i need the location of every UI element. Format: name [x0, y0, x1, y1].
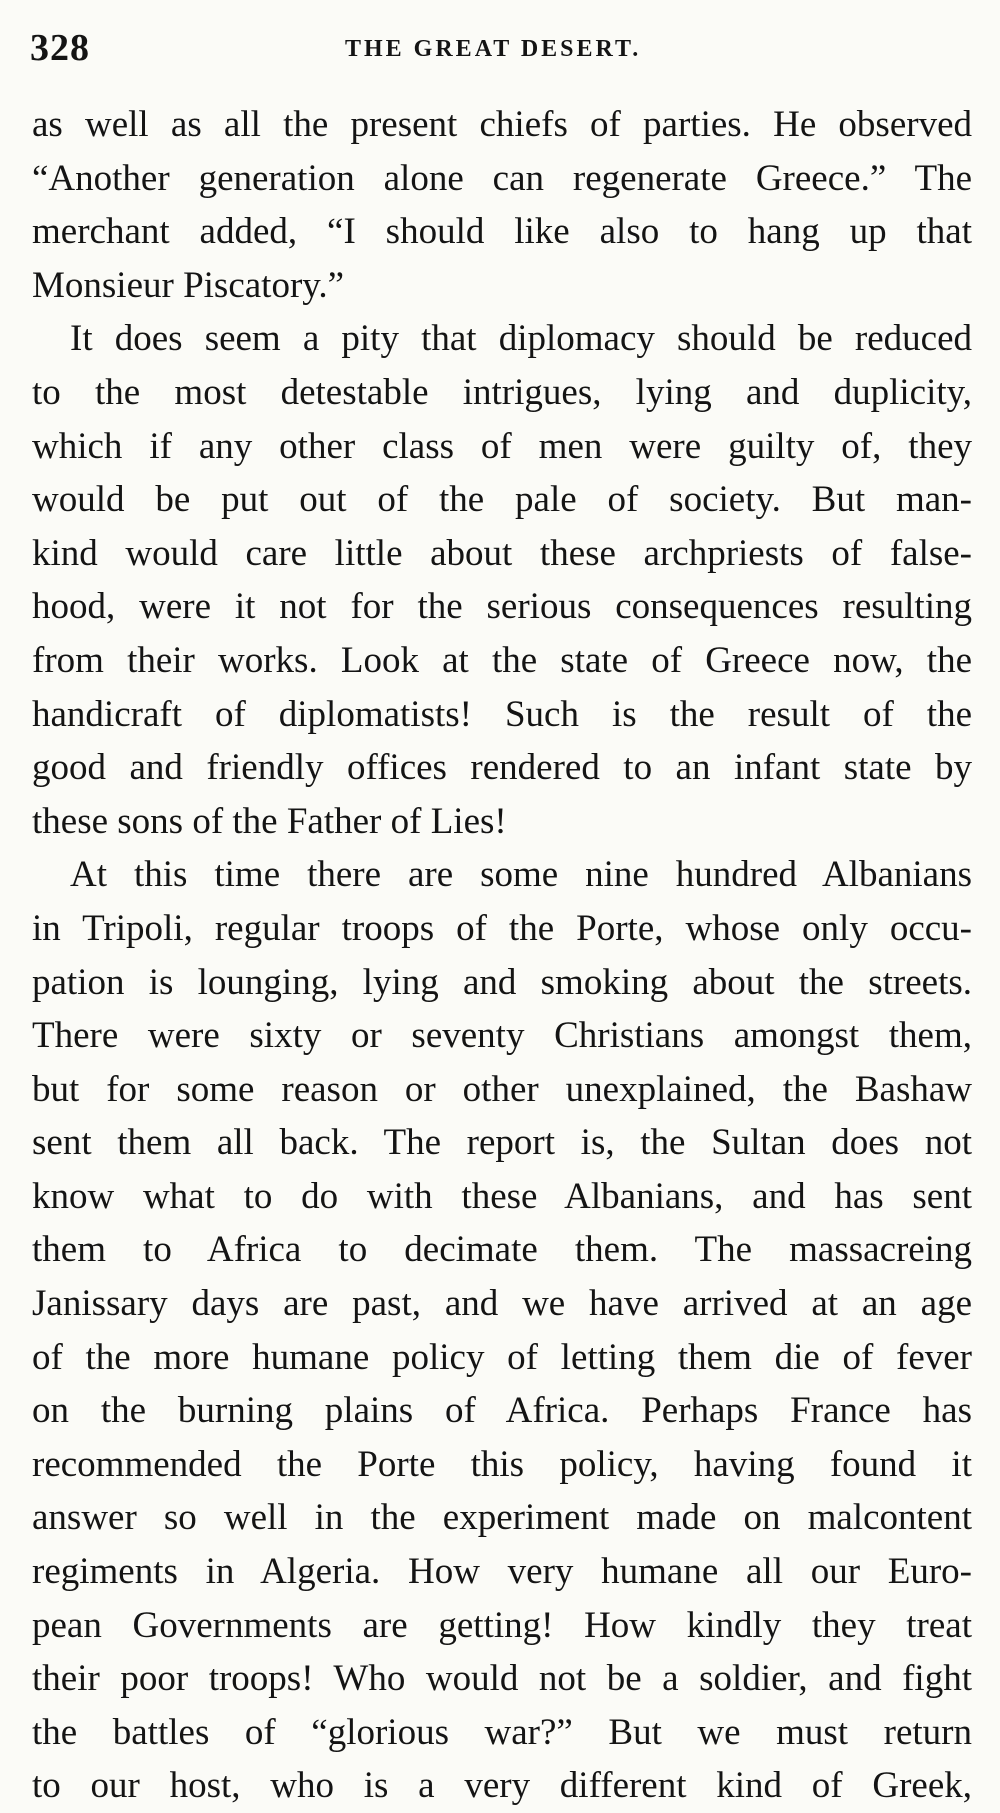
text-line: sent them all back. The report is, the Sultan does not: [32, 1122, 972, 1164]
text-line: hood, were it not for the serious consequences resulting: [32, 586, 972, 628]
text-line: them to Africa to decimate them. The massacreing: [32, 1229, 972, 1271]
text-line: to the most detestable intrigues, lying and duplicity,: [32, 371, 972, 413]
page-header: [30, 26, 970, 76]
text-line: answer so well in the experiment made on malcontent: [32, 1497, 972, 1539]
text-line: There were sixty or seventy Christians amongst them,: [32, 1015, 972, 1057]
body-text: [32, 98, 972, 1813]
text-line: which if any other class of men were guilty of, they: [32, 425, 972, 467]
text-line: It does seem a pity that diplomacy should be reduced: [70, 318, 972, 360]
text-line: pean Governments are getting! How kindly they treat: [32, 1604, 972, 1646]
text-line: on the burning plains of Africa. Perhaps France has: [32, 1390, 972, 1432]
text-line: as well as all the present chiefs of parties. He observed: [32, 104, 972, 145]
text-line: kind would care little about these archpriests of false-: [32, 532, 972, 574]
text-line: but for some reason or other unexplained, the Bashaw: [32, 1068, 972, 1110]
text-line: to our host, who is a very different kind of Greek,: [32, 1765, 972, 1807]
text-line: regiments in Algeria. How very humane all our Euro-: [32, 1551, 972, 1593]
text-line: handicraft of diplomatists! Such is the result of the: [32, 693, 972, 735]
text-line: “Another generation alone can regenerate Greece.” The: [32, 157, 972, 199]
page-number: 328: [30, 27, 90, 69]
text-line: merchant added, “I should like also to hang up that: [32, 211, 972, 253]
text-line: pation is lounging, lying and smoking about the streets.: [32, 961, 972, 1003]
text-line: recommended the Porte this policy, having found it: [32, 1443, 972, 1485]
text-line: these sons of the Father of Lies!: [32, 800, 507, 842]
running-head: THE GREAT DESERT.: [345, 36, 642, 62]
text-line: good and friendly offices rendered to an infant state by: [32, 747, 972, 789]
text-line: their poor troops! Who would not be a soldier, and fight: [32, 1658, 972, 1700]
text-line: At this time there are some nine hundred Albanians: [70, 854, 972, 896]
text-line: Monsieur Piscatory.”: [32, 264, 345, 306]
text-line: the battles of “glorious war?” But we must return: [32, 1711, 972, 1753]
text-line: of the more humane policy of letting them die of fever: [32, 1336, 972, 1378]
text-line: Janissary days are past, and we have arrived at an age: [32, 1283, 972, 1325]
text-line: in Tripoli, regular troops of the Porte, whose only occu-: [32, 907, 972, 949]
text-line: would be put out of the pale of society. But man-: [32, 479, 972, 521]
text-line: know what to do with these Albanians, and has sent: [32, 1175, 972, 1217]
text-line: from their works. Look at the state of Greece now, the: [32, 639, 972, 681]
